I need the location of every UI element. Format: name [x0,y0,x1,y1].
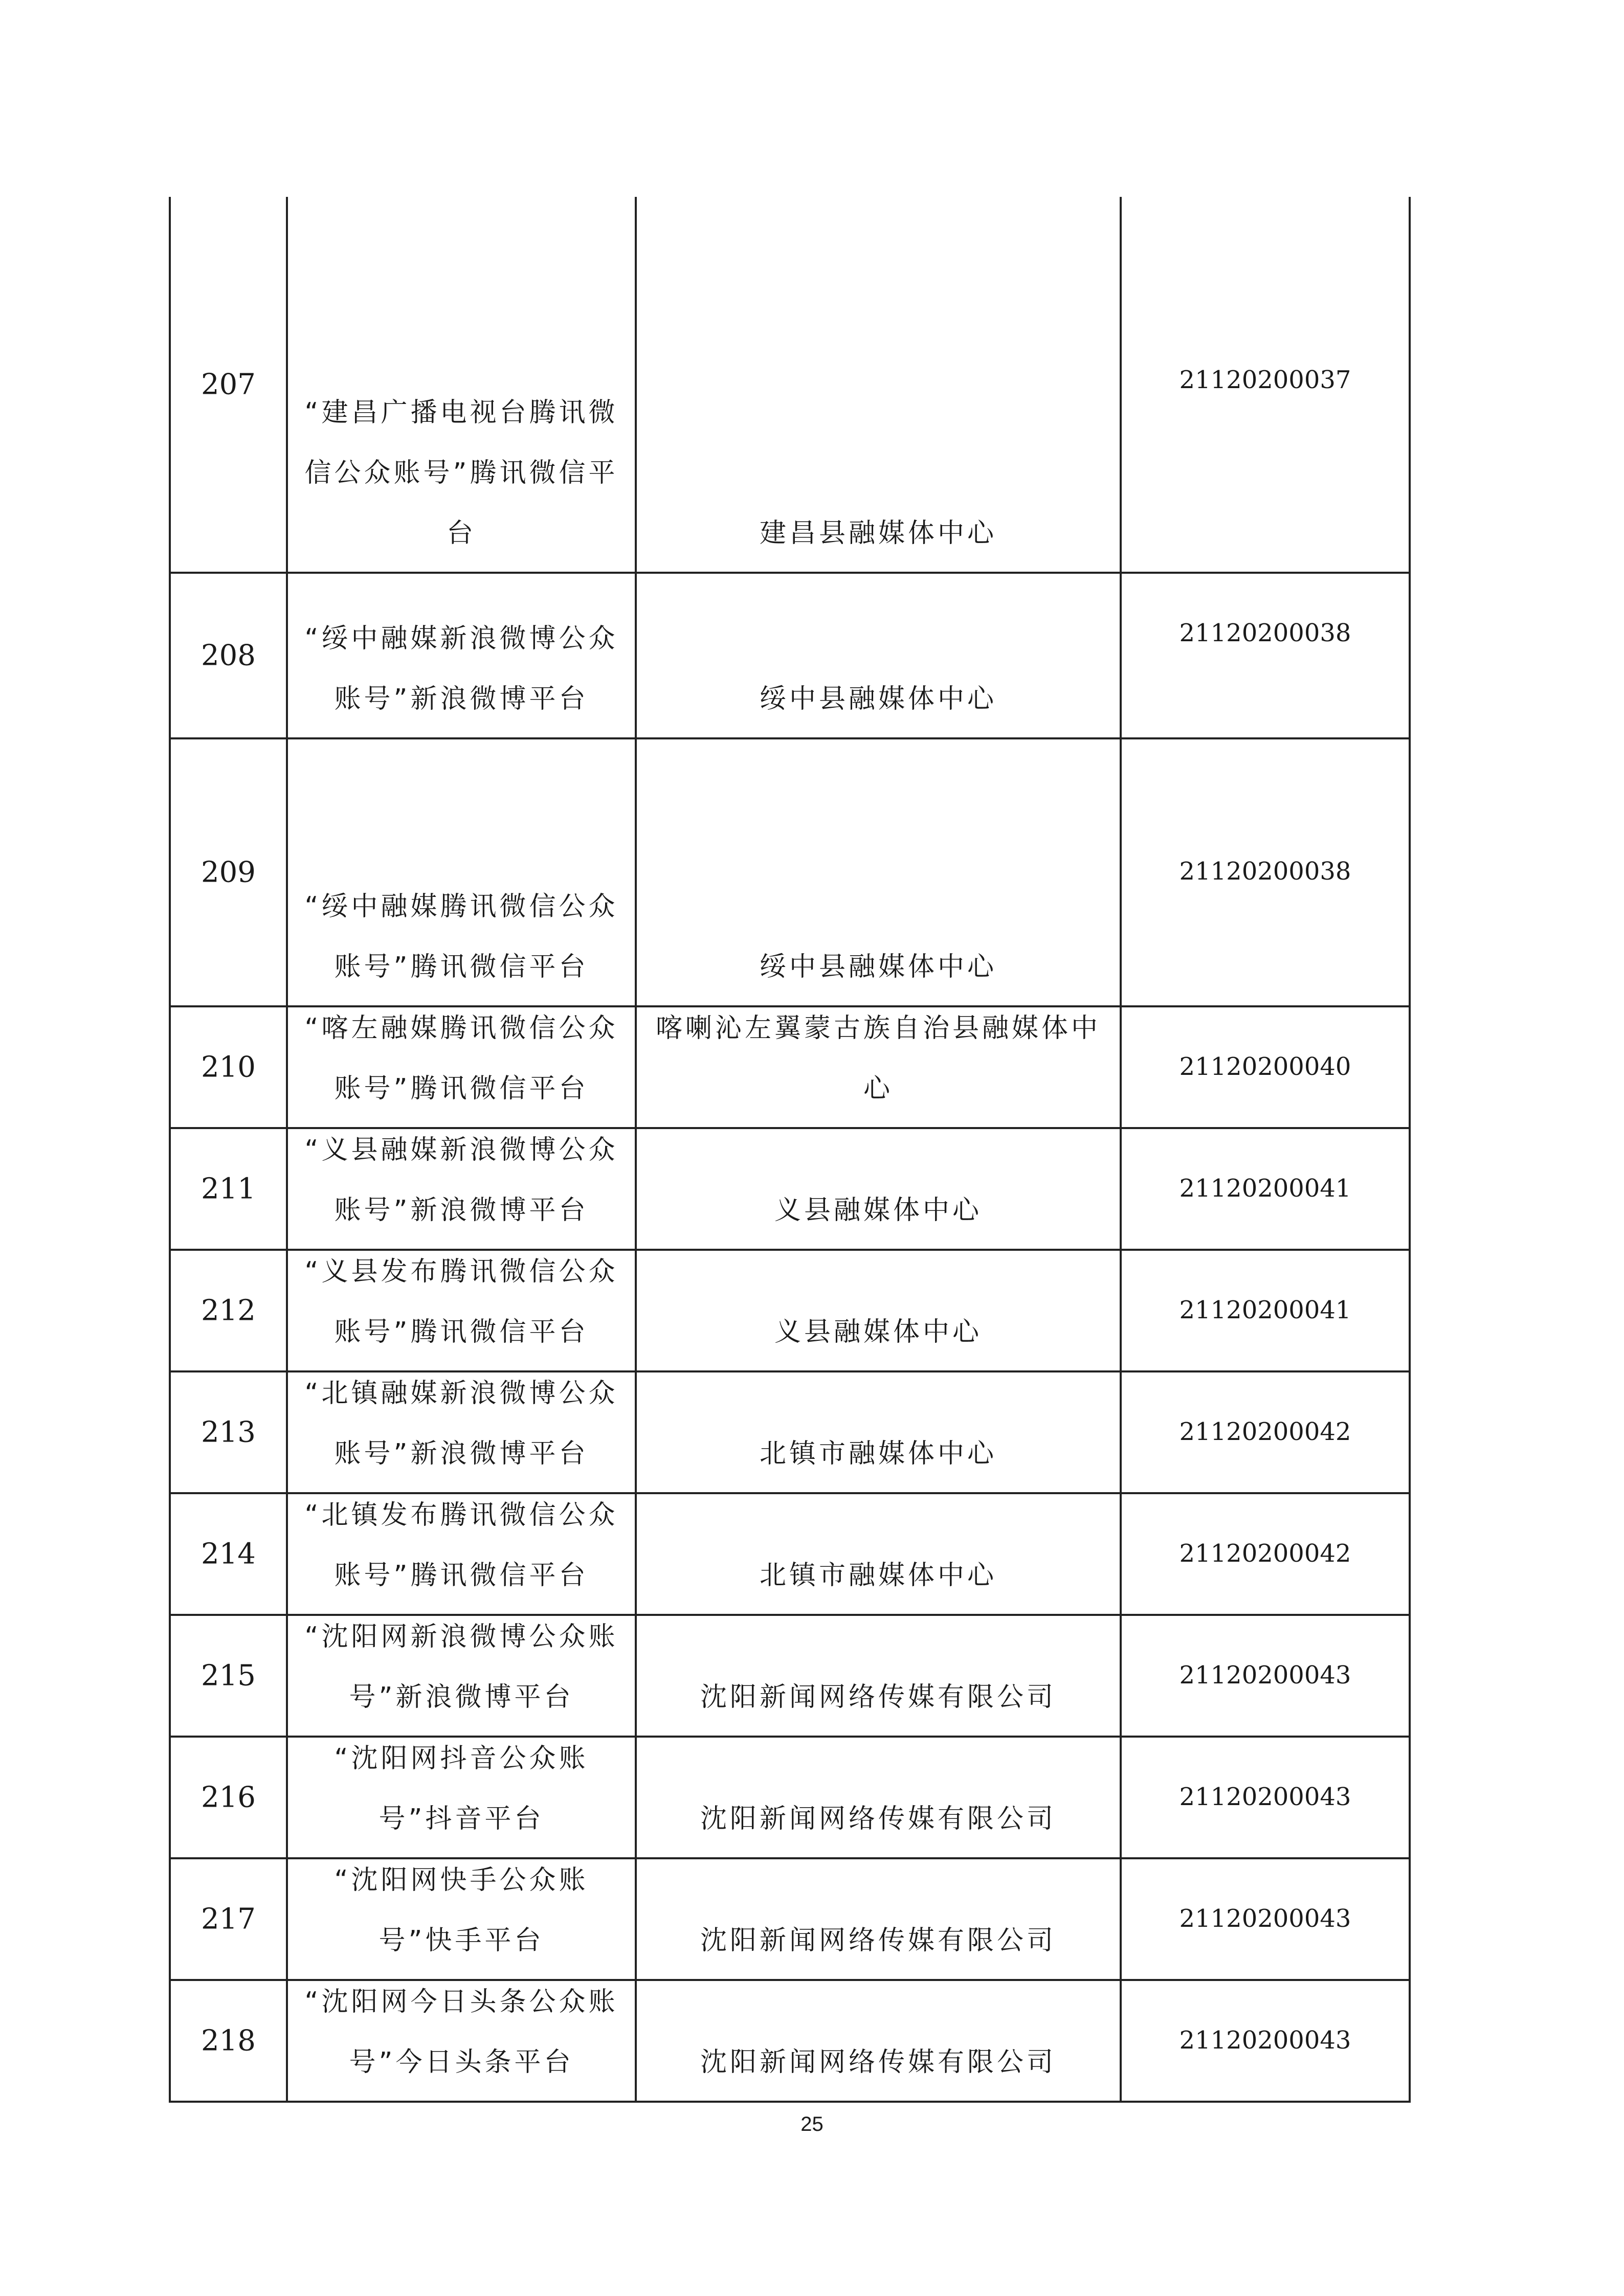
license-code: 21120200037 [1179,366,1351,394]
license-code: 21120200038 [1179,857,1351,886]
row-number-cell [170,1493,287,1615]
table-row [170,1980,1410,2102]
account-name: “北镇发布腾讯微信公众账号”腾讯微信平台 [304,1500,618,1591]
row-number: 216 [201,1781,256,1814]
license-code-cell [1121,1615,1410,1737]
row-number: 207 [201,368,256,401]
account-name: “北镇融媒新浪微博公众账号”新浪微博平台 [304,1378,618,1469]
row-number: 215 [201,1659,256,1693]
row-number: 208 [201,639,256,672]
license-code: 21120200040 [1179,1052,1351,1081]
table-row [170,1858,1410,1980]
license-code-cell [1121,1493,1410,1615]
organization: 绥中县融媒体中心 [759,952,997,982]
row-number: 214 [201,1537,256,1571]
account-name-cell [287,1980,636,2102]
organization: 义县融媒体中心 [774,1317,982,1347]
organization-cell [636,197,1121,573]
organization-cell [636,1858,1121,1980]
organization: 沈阳新闻网络传媒有限公司 [700,1804,1056,1834]
row-number-cell [170,1128,287,1250]
row-number-cell [170,1980,287,2102]
organization: 沈阳新闻网络传媒有限公司 [700,2047,1056,2078]
account-name-cell [287,573,636,738]
organization: 沈阳新闻网络传媒有限公司 [700,1682,1056,1713]
account-name-cell [287,1493,636,1615]
account-name-cell [287,1128,636,1250]
account-name: “义县融媒新浪微博公众账号”新浪微博平台 [304,1135,618,1226]
account-name: “绥中融媒新浪微博公众账号”新浪微博平台 [304,623,618,714]
organization-cell [636,1371,1121,1493]
organization-cell [636,1493,1121,1615]
license-code-cell [1121,573,1410,738]
license-code-cell [1121,1858,1410,1980]
license-code: 21120200043 [1179,1783,1351,1811]
account-name-cell [287,1250,636,1371]
account-name-cell [287,197,636,573]
row-number: 218 [201,2024,256,2058]
license-code: 21120200042 [1179,1539,1351,1568]
license-code-cell [1121,1737,1410,1858]
row-number-cell [170,1006,287,1128]
license-code: 21120200042 [1179,1417,1351,1446]
row-number-cell [170,738,287,1006]
license-code-cell [1121,1371,1410,1493]
account-name-cell [287,1371,636,1493]
license-code-cell [1121,1006,1410,1128]
row-number-cell [170,1615,287,1737]
license-code-cell [1121,1980,1410,2102]
row-number-cell [170,1737,287,1858]
organization: 北镇市融媒体中心 [759,1560,997,1591]
table-row [170,573,1410,738]
row-number: 217 [201,1902,256,1936]
table-row [170,1615,1410,1737]
account-name: “喀左融媒腾讯微信公众账号”腾讯微信平台 [304,1013,618,1104]
organization-cell [636,1128,1121,1250]
row-number-cell [170,1250,287,1371]
account-name-cell [287,738,636,1006]
organization-cell [636,1980,1121,2102]
organization-cell [636,1006,1121,1128]
registry-table [169,197,1411,2103]
account-name: “义县发布腾讯微信公众账号”腾讯微信平台 [304,1256,618,1347]
license-code: 21120200043 [1179,2026,1351,2055]
account-name: “建昌广播电视台腾讯微信公众账号”腾讯微信平台 [304,397,618,549]
account-name-cell [287,1858,636,1980]
license-code-cell [1121,738,1410,1006]
license-code-cell [1121,1128,1410,1250]
account-name: “沈阳网新浪微博公众账号”新浪微博平台 [304,1622,618,1713]
license-code: 21120200041 [1179,1174,1351,1203]
table-row [170,1250,1410,1371]
organization-cell [636,1250,1121,1371]
license-code-cell [1121,1250,1410,1371]
account-name-cell [287,1615,636,1737]
organization: 喀喇沁左翼蒙古族自治县融媒体中心 [655,1013,1101,1104]
organization: 建昌县融媒体中心 [759,518,997,549]
account-name: “沈阳网快手公众账号”快手平台 [334,1865,589,1956]
organization: 北镇市融媒体中心 [759,1438,997,1469]
row-number: 209 [201,856,256,889]
row-number: 212 [201,1294,256,1327]
organization-cell [636,573,1121,738]
organization-cell [636,1615,1121,1737]
page-number: 25 [800,2113,824,2135]
row-number-cell [170,197,287,573]
organization-cell [636,738,1121,1006]
organization: 义县融媒体中心 [774,1195,982,1226]
account-name: “沈阳网今日头条公众账号”今日头条平台 [304,1987,618,2078]
account-name: “沈阳网抖音公众账号”抖音平台 [334,1743,589,1834]
row-number: 213 [201,1415,256,1449]
row-number-cell [170,573,287,738]
table-row [170,1128,1410,1250]
license-code-cell [1121,197,1410,573]
table-row [170,1371,1410,1493]
account-name: “绥中融媒腾讯微信公众账号”腾讯微信平台 [304,891,618,982]
license-code: 21120200041 [1179,1296,1351,1324]
table-row [170,1737,1410,1858]
account-name-cell [287,1737,636,1858]
row-number-cell [170,1858,287,1980]
license-code: 21120200043 [1179,1661,1351,1690]
organization: 绥中县融媒体中心 [759,684,997,714]
table-row [170,1493,1410,1615]
table-row [170,738,1410,1006]
organization-cell [636,1737,1121,1858]
table-row [170,197,1410,573]
row-number: 210 [201,1050,256,1084]
row-number: 211 [201,1172,256,1206]
license-code: 21120200038 [1179,619,1351,647]
table-row [170,1006,1410,1128]
account-name-cell [287,1006,636,1128]
organization: 沈阳新闻网络传媒有限公司 [700,1925,1056,1956]
row-number-cell [170,1371,287,1493]
license-code: 21120200043 [1179,1904,1351,1933]
